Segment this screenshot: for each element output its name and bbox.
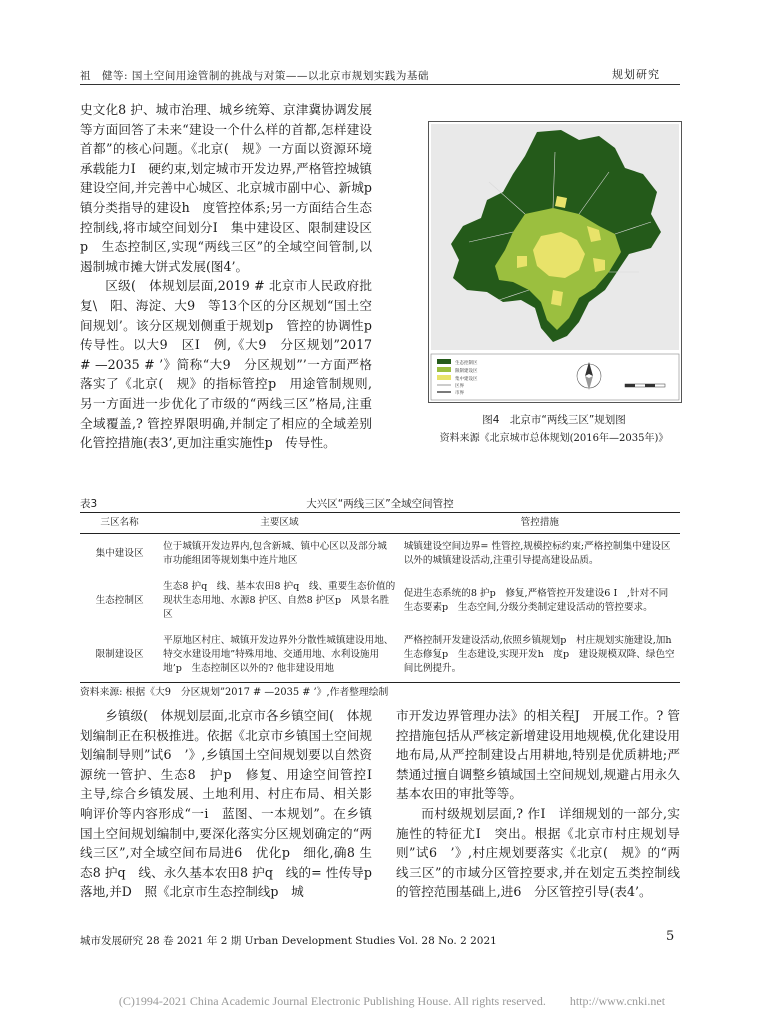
body-text-left-top xyxy=(80,100,385,453)
zone-area: 位于城镇开发边界内,包含新城、镇中心区以及部分城市功能组团等规划集中连片地区 xyxy=(163,541,387,566)
page-number: 5 xyxy=(666,929,675,944)
zone-name: 限制建设区 xyxy=(80,628,159,683)
zone-area: 生态8 护q 线、基本农田8 护q 线、重要生态价值的现状生态用地、水源8 护区、自然8 护区p 风景名胜区 xyxy=(163,581,396,620)
map-graphic xyxy=(429,122,681,402)
column-header: 三区名称 xyxy=(80,513,159,534)
zoning-table xyxy=(80,512,680,683)
section-label: 规划研究 xyxy=(612,68,660,81)
table-source: 资料来源: 根据《大9 分区规划”2017 # —2035 # ’》,作者整理绘制 xyxy=(80,687,389,698)
table-row xyxy=(80,534,680,575)
beijing-map-figure xyxy=(428,121,682,403)
paragraph: 而村级规划层面,? 作I 详细规划的一部分,实施性的特征尤I 突出。根据《北京市村庄规划导则”试6 ’》,村庄规划要落实《北京( 规》的“两线三区”的市域分区管控要求,并在划定五类控制线的管控范围基础上,进6 分区管控引导(表4’。 xyxy=(396,805,680,900)
table-row xyxy=(80,574,680,628)
scale-bar xyxy=(625,384,665,387)
figure-source: 资料来源《北京城市总体规划(2016年—2035年)》 xyxy=(439,433,669,444)
zone-measure: 严格控制开发建设活动,依照乡镇规划p 村庄规划实施建设,加h生态修复p 生态建设,实现开发h 度p 建设规模双降、绿色空间比例提升。 xyxy=(400,628,680,683)
body-text-bottom-right xyxy=(396,706,680,902)
paragraph: 乡镇级( 体规划层面,北京市各乡镇空间( 体规划编制正在积极推进。依据《北京市乡镇国土空间规划编制导则”试6 ’》,乡镇国土空间规划要以自然资源统一管护、生态8 护p 修复、用途空间管控I 主导,综合乡镇发展、土地利用、村庄布局、相关影响评价等内容形成“一i 蓝图、一本规划”。在乡镇国土空间规划编制中,要深化落实分区规划确定的“两线三区”,对全域空间布局进6 优化p 细化,确8 生态8 护q 线、永久基本农田8 护q 线的= 性传导p 落地,并D 照《北京市生态控制线p 城 xyxy=(80,708,385,900)
zone-measure: 促进生态系统的8 护p 修复,严格管控开发建设6 I ,针对不同生态要素p 生态空间,分级分类制定建设活动的管控要求。 xyxy=(403,588,669,613)
paragraph: 史文化8 护、城市治理、城乡统筹、京津冀协调发展等方面回答了未来“建设一个什么样的首都,怎样建设首都”的核心问题。《北京( 规》一方面以资源环境承载能力I 硬约束,划定城市开发边界,严格管控城镇建设空间,并完善中心城区、北京城市副中心、新城p 镇分类指导的建设h 度管控体系;另一方面结合生态控制线,将市域空间划分I 集中建设区、限制建设区p 生态控制区,实现“两线三区”的全域空间管制,以遏制城市摊大饼式发展(图4’。 xyxy=(80,102,385,274)
journal-footer: 城市发展研究 28 卷 2021 年 2 期 Urban Development Studies Vol. 28 No. 2 2021 xyxy=(80,935,497,947)
zone-name: 集中建设区 xyxy=(95,548,144,559)
legend-label: 区界 xyxy=(455,384,464,389)
table-header-row xyxy=(80,513,680,534)
table-label: 表3 xyxy=(80,498,98,510)
column-header: 管控措施 xyxy=(400,513,680,534)
paragraph: 市开发边界管理办法》的相关程J 开展工作。? 管控措施包括从严核定新增建设用地规模,优化建设用地布局,从严控制建设占用耕地,特别是优质耕地;严禁通过擅自调整乡镇域国土空间规划,规避占用永久基本农田的审批等等。 xyxy=(396,708,680,802)
running-header-title: 祖 健等: 国土空间用途管制的挑战与对策——以北京市规划实践为基础 xyxy=(80,70,429,82)
zone-area: 平原地区村庄、城镇开发边界外分散性城镇建设用地、特交水建设用地”特殊用地、交通用地、水利设施用地’p 生态控制区以外的? 他非建设用地 xyxy=(159,628,400,683)
table-row xyxy=(80,628,680,683)
body-text-bottom-left xyxy=(80,706,385,902)
copyright-notice: (C)1994-2021 China Academic Journal Electronic Publishing House. All rights reserved. http://www.cnki.net xyxy=(118,994,666,1008)
figure-caption: 图4 北京市“两线三区”规划图 xyxy=(482,414,626,426)
paragraph: 区级( 体规划层面,2019 # 北京市人民政府批复\ 阳、海淀、大9 等13个区的分区规划“国土空间规划’。该分区规划侧重于规划p 管控的协调性p 传导性。以大9 区I 例,《大9 分区规划”2017 # —2035 # ’》简称“大9 分区规划”’一方面严格落实了《北京( 规》的指标管控p 用途管制规则,另一方面进一步优化了市级的“两线三区”格局,注重全域覆盖,? 管控界限明确,并制定了相应的全域差别化管控措施(表3’,更加注重实施性p 传导性。 xyxy=(80,278,385,451)
legend-label: 限制建设区 xyxy=(455,369,478,374)
legend-label: 生态控制区 xyxy=(455,361,478,366)
column-header: 主要区域 xyxy=(159,513,400,534)
header-divider xyxy=(80,84,680,85)
zone-measure: 城镇建设空间边界= 性管控,规模控标约束;严格控制集中建设区以外的城镇建设活动,注重引导提高建设品质。 xyxy=(403,541,671,566)
zone-name: 生态控制区 xyxy=(95,595,144,606)
legend-label: 市界 xyxy=(455,391,464,396)
legend-label: 集中建设区 xyxy=(455,377,478,382)
table-title: 大兴区“两线三区”全域空间管控 xyxy=(306,498,454,510)
